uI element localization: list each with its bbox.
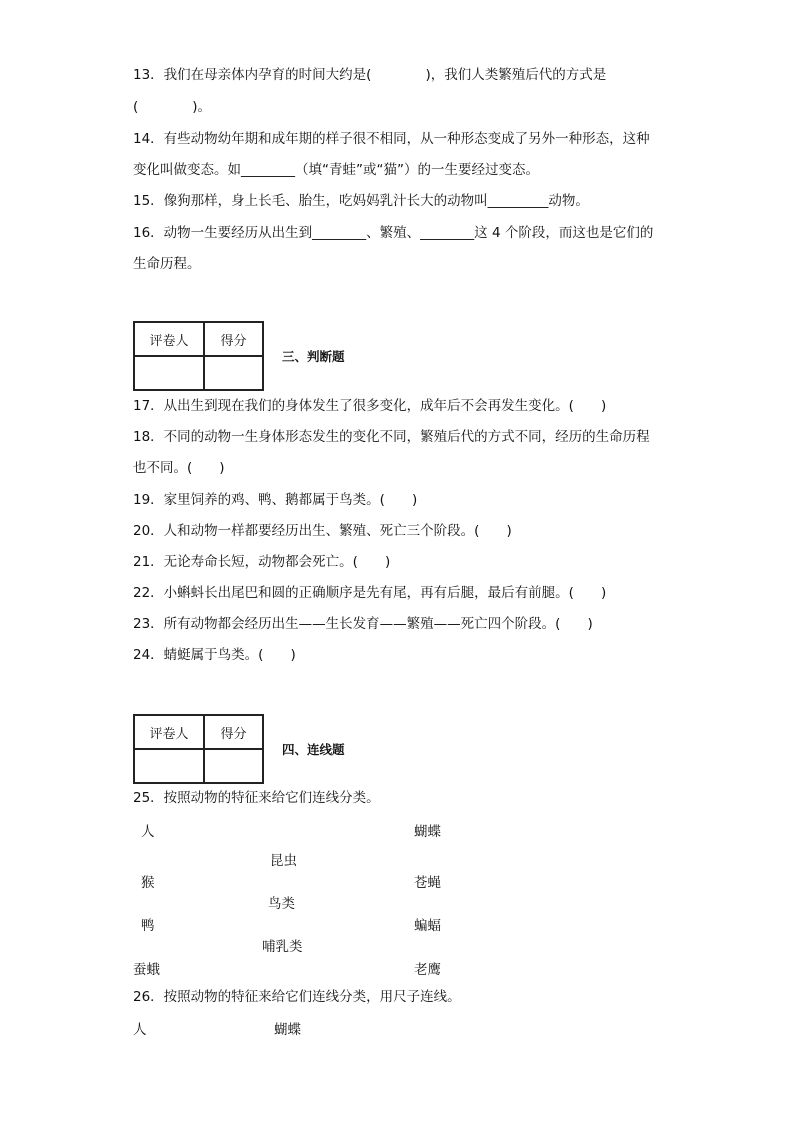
grader-header: 评卷人: [134, 715, 204, 749]
question-22: 22．小蝌蚪长出尾巴和圆的正确顺序是先有尾，再有后腿，最后有前腿。( ): [133, 585, 607, 601]
question-26: 26．按照动物的特征来给它们连线分类，用尺子连线。: [133, 989, 461, 1005]
question-17: 17．从出生到现在我们的身体发生了很多变化，成年后不会再发生变化。( ): [133, 398, 607, 414]
question-21: 21．无论寿命长短，动物都会死亡。( ): [133, 554, 391, 570]
question-19: 19．家里饲养的鸡、鸭、鹅都属于鸟类。( ): [133, 492, 418, 508]
q25-left-item: 蚕蛾: [133, 962, 160, 978]
question-13-line2: ( )。: [133, 99, 212, 115]
grader-cell: [134, 749, 204, 783]
q26-left-item: 人: [133, 1022, 147, 1038]
score-cell: [204, 749, 263, 783]
question-23: 23．所有动物都会经历出生——生长发育——繁殖——死亡四个阶段。( ): [133, 616, 593, 632]
question-20: 20．人和动物一样都要经历出生、繁殖、死亡三个阶段。( ): [133, 523, 512, 539]
score-table-section3: [133, 321, 264, 391]
q25-left-item: 猴: [141, 875, 155, 891]
q25-category-item: 昆虫: [270, 853, 297, 869]
question-16-line2: 生命历程。: [133, 256, 201, 272]
section-title-judgement: 三、判断题: [282, 349, 345, 364]
q25-category-item: 鸟类: [268, 896, 295, 912]
q25-right-item: 蝴蝶: [414, 824, 441, 840]
question-16-line1: 16．动物一生要经历从出生到________、繁殖、________这 4 个阶段，而这也是它们的: [133, 225, 654, 241]
question-25: 25．按照动物的特征来给它们连线分类。: [133, 790, 380, 806]
question-18-line1: 18．不同的动物一生身体形态发生的变化不同，繁殖后代的方式不同，经历的生命历程: [133, 429, 650, 445]
q25-right-item: 老鹰: [414, 962, 441, 978]
score-header: 得分: [204, 322, 263, 356]
q26-right-item: 蝴蝶: [274, 1022, 301, 1038]
question-24: 24．蜻蜓属于鸟类。( ): [133, 647, 296, 663]
section-title-matching: 四、连线题: [282, 742, 345, 757]
grader-cell: [134, 356, 204, 390]
grader-header: 评卷人: [134, 322, 204, 356]
score-table-section4: [133, 714, 264, 784]
q25-right-item: 蝙蝠: [414, 918, 441, 934]
q25-left-item: 人: [141, 824, 155, 840]
question-15: 15．像狗那样，身上长毛、胎生，吃妈妈乳汁长大的动物叫_________动物。: [133, 193, 589, 209]
q25-right-item: 苍蝇: [414, 875, 441, 891]
question-14-line2: 变化叫做变态。如________（填“青蛙”或“猫”）的一生要经过变态。: [133, 162, 539, 178]
q25-category-item: 哺乳类: [262, 939, 303, 955]
question-13-line1: 13．我们在母亲体内孕育的时间大约是( )，我们人类繁殖后代的方式是: [133, 67, 607, 83]
question-14-line1: 14．有些动物幼年期和成年期的样子很不相同，从一种形态变成了另外一种形态，这种: [133, 131, 650, 147]
q25-left-item: 鸭: [141, 918, 155, 934]
question-18-line2: 也不同。( ): [133, 460, 225, 476]
score-cell: [204, 356, 263, 390]
score-header: 得分: [204, 715, 263, 749]
